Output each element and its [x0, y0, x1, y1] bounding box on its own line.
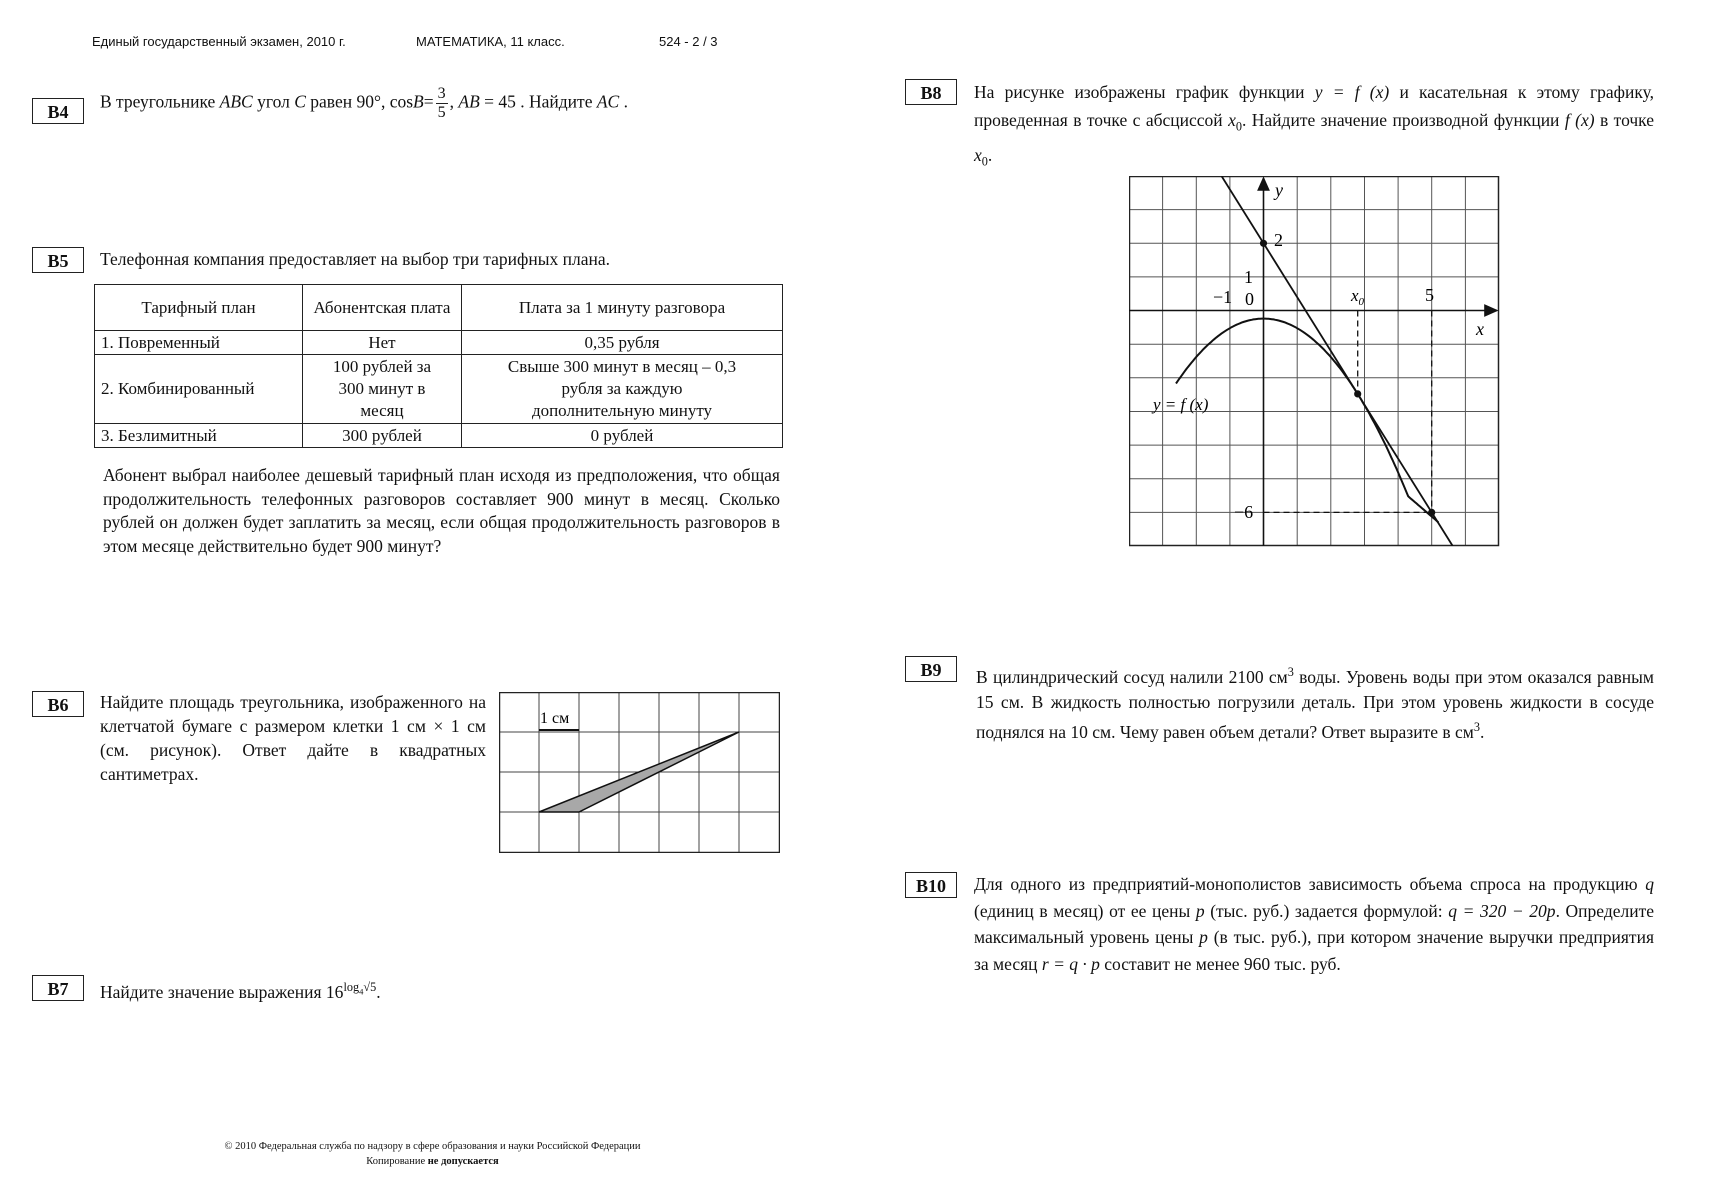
function-curve: [1176, 319, 1438, 523]
page-number: 524 - 2 / 3: [659, 34, 718, 49]
tick-label-x0: $x_0$: [1351, 286, 1365, 308]
table-cell: 100 рублей за 300 минут в месяц: [303, 355, 462, 424]
graph-border: [1130, 177, 1499, 546]
cos-fraction: $\frac{3}{5}$: [437, 85, 446, 121]
b6-grid-figure: [499, 692, 780, 853]
table-cell: Свыше 300 минут в месяц – 0,3 рубля за каждую дополнительную минуту: [462, 355, 783, 424]
table-cell: 2. Комбинированный: [95, 355, 303, 424]
task-b6-label: B6: [32, 691, 84, 717]
tangent-point-x5: [1428, 509, 1435, 516]
task-b7-label: B7: [32, 975, 84, 1001]
task-b9-label: B9: [905, 656, 957, 682]
subject-title: МАТЕМАТИКА, 11 класс.: [416, 34, 565, 49]
task-b4-label: B4: [32, 98, 84, 124]
task-b8-text: На рисунке изображены график функции y = f (x) и касательная к этому графику, проведенная в точке с абсциссой $x_0$. Найдите значение производной функции f (x) в точке $x_0$.: [974, 82, 1654, 168]
tangent-point-y2: [1260, 240, 1267, 247]
task-b10-text: Для одного из предприятий-монополистов зависимость объема спроса на продукцию q (единиц в месяц) от ее цены p (тыс. руб.) задается формулой: q = 320 − 20p. Определите максимальный уровень цены p (в тыс. руб.), при котором значение выручки предприятия за месяц r = q · p составит не менее 960 тыс. руб.: [974, 874, 1655, 974]
task-b4-text: В треугольнике ABC угол C равен 90°, cosB= $\frac{3}{5}$ , AB = 45 . Найдите AC .: [100, 85, 628, 121]
exam-title: Единый государственный экзамен, 2010 г.: [92, 34, 346, 49]
tick-label-5: 5: [1425, 285, 1434, 305]
table-cell: 0 рублей: [462, 424, 783, 448]
task-b9-text: В цилиндрический сосуд налили 2100 $см^3$ воды. Уровень воды при этом оказался равным 15 см. В жидкость полностью погрузили деталь. При этом уровень жидкости в сосуде поднялся на 10 см. Чему равен объем детали? Ответ выразите в $см^3$.: [976, 665, 1654, 742]
footer-copyright: © 2010 Федеральная служба по надзору в сфере образования и науки Российской Федерации: [224, 1141, 641, 1152]
tick-label-neg1: −1: [1213, 287, 1233, 307]
tick-label-1: 1: [1244, 267, 1253, 287]
tangency-point: [1354, 390, 1361, 397]
graph-grid-lines: [1129, 176, 1499, 546]
table-header: Плата за 1 минуту разговора: [462, 285, 783, 331]
table-cell: 3. Безлимитный: [95, 424, 303, 448]
tick-label-neg6: −6: [1234, 502, 1254, 522]
task-b5-intro: Телефонная компания предоставляет на выбор три тарифных плана.: [100, 249, 611, 269]
curve-label: y = f (x): [1153, 395, 1209, 414]
table-header: Абонентская плата: [303, 285, 462, 331]
table-cell: 0,35 рубля: [462, 331, 783, 355]
footer-copy-notice: Копирование не допускается: [366, 1156, 499, 1167]
tariff-table: [94, 284, 783, 448]
tick-label-2: 2: [1274, 230, 1283, 250]
tick-label-origin: 0: [1245, 289, 1254, 309]
footer: [170, 1139, 695, 1169]
x-axis-label: x: [1476, 319, 1484, 339]
b8-function-graph: [1129, 176, 1501, 548]
tangent-line: [1222, 176, 1453, 546]
task-b6-text: Найдите площадь треугольника, изображенного на клетчатой бумаге с размером клетки 1 см × 1 см (см. рисунок). Ответ дайте в квадратных сантиметрах.: [100, 692, 486, 784]
table-cell: Нет: [303, 331, 462, 355]
task-b5-label: B5: [32, 247, 84, 273]
scale-label: 1 см: [540, 710, 570, 727]
table-header: Тарифный план: [95, 285, 303, 331]
table-cell: 1. Повременный: [95, 331, 303, 355]
task-b8-label: B8: [905, 79, 957, 105]
task-b5-question: Абонент выбрал наиболее дешевый тарифный план исходя из предположения, что общая продолжительность телефонных разговоров составляет 900 минут в месяц. Сколько рублей он должен будет заплатить за месяц, если общая продолжительность разговоров в этом месяце действительно будет 900 минут?: [103, 465, 780, 556]
task-b7-text: Найдите значение выражения $16^{log_4√5}$.: [100, 980, 381, 1002]
task-b10-label: B10: [905, 872, 957, 898]
y-axis-label: y: [1275, 180, 1283, 200]
table-cell: 300 рублей: [303, 424, 462, 448]
